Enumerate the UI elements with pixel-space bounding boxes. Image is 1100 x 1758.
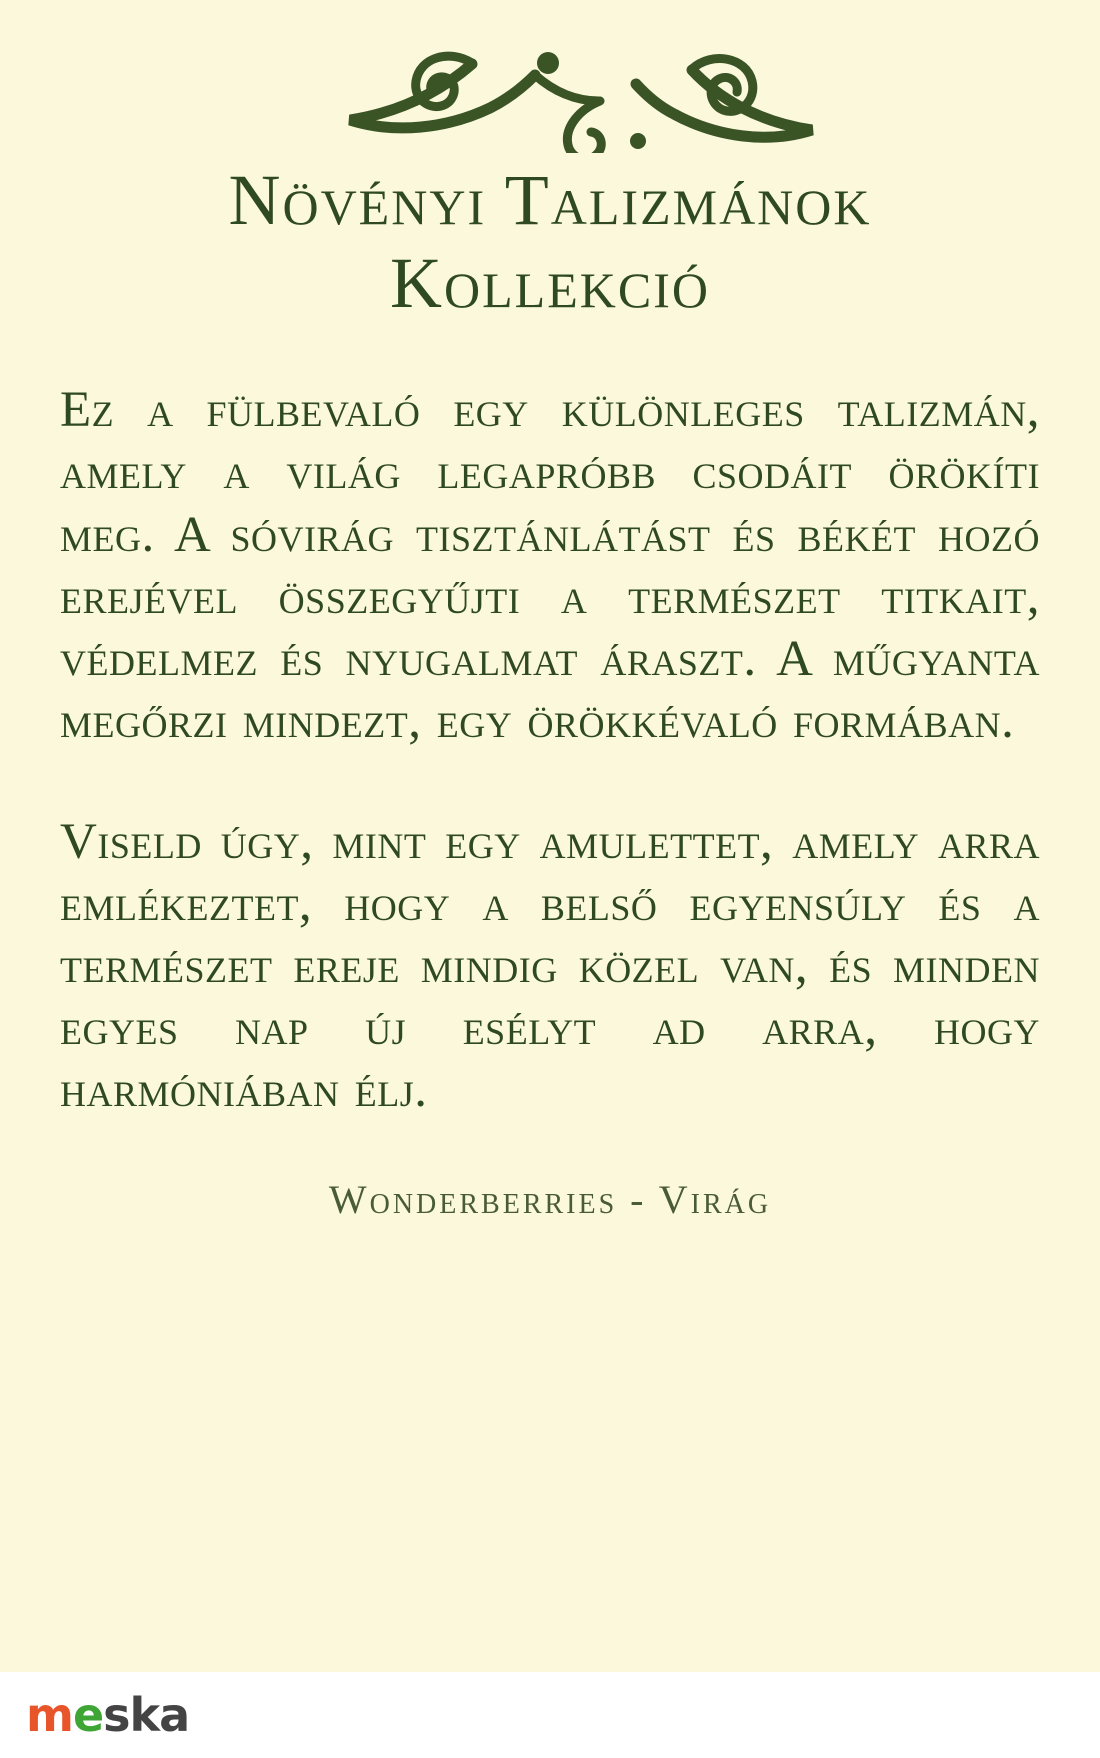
shop-signature: Wonderberries - Virág	[328, 1176, 772, 1222]
meska-logo-rest: ska	[103, 1688, 190, 1742]
description-paragraph: Viseld úgy, mint egy amulettet, amely arra emlékeztet, hogy a belső egyensúly és a természet ereje mindig közel van, és minden egyes nap új esélyt ad arra, hogy harmóniában élj.	[60, 813, 1040, 1119]
page-title-line-1: Növényi Talizmánok	[228, 160, 872, 240]
page-title-line-2: Kollekció	[390, 242, 710, 323]
footer-bar	[0, 1672, 1100, 1758]
meska-logo[interactable]	[26, 1688, 190, 1742]
title-block	[60, 160, 1040, 323]
description-body	[60, 379, 1040, 1121]
meska-logo-letter-m: m	[26, 1688, 73, 1742]
description-paragraph: Ez a fülbevaló egy különleges talizmán, amely a világ legapróbb csodáit örökíti meg. A sóvirág tisztánlátást és békét hozó erejével összegyűjti a természet titkait, védelmez és nyugalmat áraszt. A műgyanta megőrzi mindezt, egy örökkévaló formában.	[60, 382, 1040, 750]
floral-flourish-icon	[60, 0, 1040, 150]
meska-logo-letter-e: e	[72, 1688, 104, 1742]
